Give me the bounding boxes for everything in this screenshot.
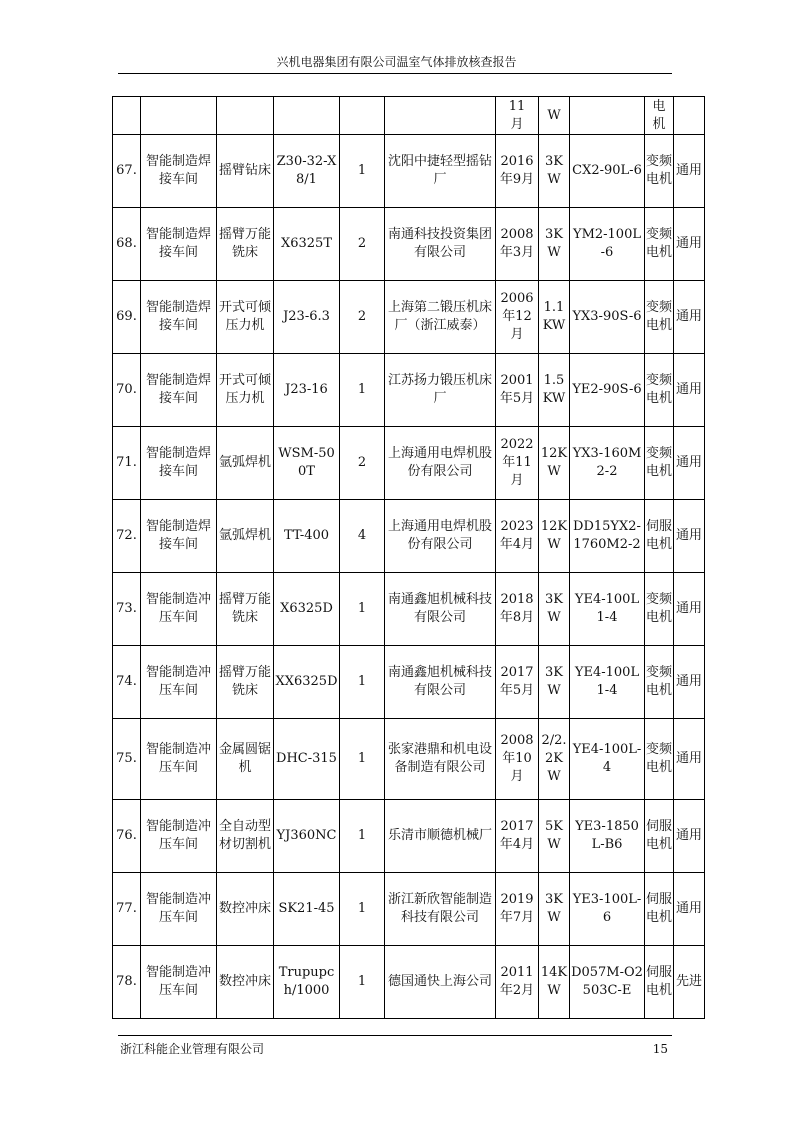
- cell-year: 2008年10月: [496, 719, 539, 800]
- cell-energy-level: 通用: [674, 800, 705, 873]
- cell-power: 12KW: [539, 500, 570, 573]
- cell-model: Trupupch/1000: [274, 946, 340, 1019]
- cell-model: YJ360NC: [274, 800, 340, 873]
- cell-model: J23-6.3: [274, 281, 340, 354]
- cell-quantity: 1: [340, 800, 385, 873]
- cell-energy-level: 通用: [674, 719, 705, 800]
- cell-manufacturer: 南通鑫旭机械科技有限公司: [385, 646, 496, 719]
- cell-manufacturer: 上海通用电焊机股份有限公司: [385, 427, 496, 500]
- cell-manufacturer: 上海通用电焊机股份有限公司: [385, 500, 496, 573]
- cell-motor-model: D057M-O2503C-E: [570, 946, 645, 1019]
- cell-year: 2023年4月: [496, 500, 539, 573]
- table-row: [113, 719, 705, 800]
- cell-number: 72.: [113, 500, 141, 573]
- cell-motor-model: YE3-100L-6: [570, 873, 645, 946]
- cell-motor-type: 电 机: [645, 97, 674, 135]
- cell-motor-model: YX3-160M2-2: [570, 427, 645, 500]
- table-row-partial: [113, 97, 705, 135]
- cell-equipment-name: 金属圆锯机: [217, 719, 274, 800]
- cell-model: WSM-500T: [274, 427, 340, 500]
- cell-year: 2019年7月: [496, 873, 539, 946]
- cell-manufacturer: 张家港鼎和机电设备制造有限公司: [385, 719, 496, 800]
- cell-motor-type: 变频电机: [645, 719, 674, 800]
- cell-equipment-name: 全自动型材切割机: [217, 800, 274, 873]
- header-rule: [118, 73, 672, 74]
- equipment-table: [112, 96, 705, 1019]
- cell-model: X6325T: [274, 208, 340, 281]
- cell-number: 73.: [113, 573, 141, 646]
- cell-model: XX6325D: [274, 646, 340, 719]
- cell-manufacturer: 南通科技投资集团有限公司: [385, 208, 496, 281]
- cell-department: 智能制造冲压车间: [141, 573, 217, 646]
- cell-manufacturer: 江苏扬力锻压机床厂: [385, 354, 496, 427]
- cell-quantity: 1: [340, 873, 385, 946]
- cell-model: Z30-32-X8/1: [274, 135, 340, 208]
- cell-department: 智能制造焊接车间: [141, 500, 217, 573]
- cell-model: X6325D: [274, 573, 340, 646]
- cell-energy-level: 通用: [674, 427, 705, 500]
- cell-manufacturer: 沈阳中捷轻型摇钻厂: [385, 135, 496, 208]
- cell-department: 智能制造冲压车间: [141, 873, 217, 946]
- cell-power: 14KW: [539, 946, 570, 1019]
- cell-energy-level: 通用: [674, 646, 705, 719]
- cell-power: 2/2.2KW: [539, 719, 570, 800]
- cell-power: 3KW: [539, 646, 570, 719]
- cell-motor-model: YE4-100L1-4: [570, 646, 645, 719]
- cell-department: 智能制造冲压车间: [141, 719, 217, 800]
- cell-empty: [274, 97, 340, 135]
- cell-motor-model: YE2-90S-6: [570, 354, 645, 427]
- cell-equipment-name: 开式可倾压力机: [217, 354, 274, 427]
- cell-motor-type: 变频电机: [645, 427, 674, 500]
- cell-energy-level: 通用: [674, 500, 705, 573]
- cell-manufacturer: 上海第二锻压机床厂（浙江威泰）: [385, 281, 496, 354]
- cell-quantity: 1: [340, 135, 385, 208]
- cell-motor-type: 变频电机: [645, 281, 674, 354]
- cell-manufacturer: 南通鑫旭机械科技有限公司: [385, 573, 496, 646]
- cell-power: 1.5KW: [539, 354, 570, 427]
- cell-quantity: 2: [340, 281, 385, 354]
- table-row: [113, 646, 705, 719]
- table-row: [113, 427, 705, 500]
- cell-equipment-name: 氩弧焊机: [217, 427, 274, 500]
- cell-model: TT-400: [274, 500, 340, 573]
- cell-year: 2011年2月: [496, 946, 539, 1019]
- cell-year: 2022年11月: [496, 427, 539, 500]
- cell-model: DHC-315: [274, 719, 340, 800]
- cell-motor-model: DD15YX2-1760M2-2: [570, 500, 645, 573]
- cell-year: 2017年4月: [496, 800, 539, 873]
- cell-year: 2001年5月: [496, 354, 539, 427]
- cell-motor-model: YE4-100L1-4: [570, 573, 645, 646]
- cell-motor-type: 伺服电机: [645, 946, 674, 1019]
- cell-energy-level: 通用: [674, 281, 705, 354]
- cell-number: 70.: [113, 354, 141, 427]
- cell-motor-type: 变频电机: [645, 646, 674, 719]
- cell-quantity: 4: [340, 500, 385, 573]
- cell-motor-model: YX3-90S-6: [570, 281, 645, 354]
- cell-motor-model: YM2-100L-6: [570, 208, 645, 281]
- cell-empty: [385, 97, 496, 135]
- cell-equipment-name: 数控冲床: [217, 946, 274, 1019]
- cell-number: 74.: [113, 646, 141, 719]
- cell-motor-type: 伺服电机: [645, 873, 674, 946]
- cell-manufacturer: 浙江新欣智能制造科技有限公司: [385, 873, 496, 946]
- cell-power: 3KW: [539, 208, 570, 281]
- cell-motor-model: YE4-100L-4: [570, 719, 645, 800]
- cell-number: 75.: [113, 719, 141, 800]
- cell-quantity: 2: [340, 427, 385, 500]
- cell-department: 智能制造焊接车间: [141, 135, 217, 208]
- cell-year: 2018年8月: [496, 573, 539, 646]
- cell-department: 智能制造焊接车间: [141, 208, 217, 281]
- table-row: [113, 500, 705, 573]
- cell-power: 3KW: [539, 573, 570, 646]
- cell-quantity: 2: [340, 208, 385, 281]
- cell-year: 2017年5月: [496, 646, 539, 719]
- cell-equipment-name: 摇臂万能铣床: [217, 208, 274, 281]
- cell-year: [496, 97, 539, 135]
- cell-year: 2016年9月: [496, 135, 539, 208]
- cell-motor-type: 变频电机: [645, 354, 674, 427]
- cell-number: 76.: [113, 800, 141, 873]
- cell-department: 智能制造焊接车间: [141, 427, 217, 500]
- partial-year: 11 月: [508, 98, 526, 132]
- cell-energy-level: 通用: [674, 208, 705, 281]
- cell-empty: [340, 97, 385, 135]
- cell-motor-type: 变频电机: [645, 208, 674, 281]
- table-row: [113, 573, 705, 646]
- table-row: [113, 946, 705, 1019]
- cell-equipment-name: 开式可倾压力机: [217, 281, 274, 354]
- cell-motor-model: YE3-1850L-B6: [570, 800, 645, 873]
- cell-motor-type: 变频电机: [645, 573, 674, 646]
- cell-department: 智能制造冲压车间: [141, 946, 217, 1019]
- table-row: [113, 873, 705, 946]
- cell-number: 71.: [113, 427, 141, 500]
- table-row: [113, 354, 705, 427]
- cell-equipment-name: 氩弧焊机: [217, 500, 274, 573]
- cell-equipment-name: 摇臂钻床: [217, 135, 274, 208]
- cell-power: 12KW: [539, 427, 570, 500]
- cell-number: 67.: [113, 135, 141, 208]
- cell-energy-level: 通用: [674, 873, 705, 946]
- footer-company: 浙江科能企业管理有限公司: [120, 1042, 265, 1056]
- cell-power: 3KW: [539, 873, 570, 946]
- cell-equipment-name: 摇臂万能铣床: [217, 646, 274, 719]
- cell-empty: [141, 97, 217, 135]
- cell-number: 77.: [113, 873, 141, 946]
- cell-motor-type: 伺服电机: [645, 500, 674, 573]
- cell-power: 1.1KW: [539, 281, 570, 354]
- table-row: [113, 135, 705, 208]
- table-row: [113, 208, 705, 281]
- cell-power: W: [539, 97, 570, 135]
- cell-department: 智能制造焊接车间: [141, 354, 217, 427]
- cell-empty: [217, 97, 274, 135]
- header-title: 兴机电器集团有限公司温室气体排放核查报告: [276, 55, 517, 69]
- cell-motor-model: CX2-90L-6: [570, 135, 645, 208]
- cell-department: 智能制造冲压车间: [141, 800, 217, 873]
- cell-energy-level: 通用: [674, 354, 705, 427]
- table-row: [113, 800, 705, 873]
- cell-empty: [570, 97, 645, 135]
- cell-number: 78.: [113, 946, 141, 1019]
- cell-equipment-name: 摇臂万能铣床: [217, 573, 274, 646]
- cell-energy-level: 通用: [674, 573, 705, 646]
- cell-manufacturer: 乐清市顺德机械厂: [385, 800, 496, 873]
- cell-empty: [113, 97, 141, 135]
- cell-number: 69.: [113, 281, 141, 354]
- cell-energy-level: 通用: [674, 135, 705, 208]
- cell-quantity: 1: [340, 719, 385, 800]
- cell-quantity: 1: [340, 354, 385, 427]
- cell-year: 2006年12月: [496, 281, 539, 354]
- cell-energy-level: 先进: [674, 946, 705, 1019]
- cell-model: SK21-45: [274, 873, 340, 946]
- cell-manufacturer: 德国通快上海公司: [385, 946, 496, 1019]
- cell-power: 3KW: [539, 135, 570, 208]
- footer-rule: [118, 1035, 672, 1036]
- cell-model: J23-16: [274, 354, 340, 427]
- cell-department: 智能制造冲压车间: [141, 646, 217, 719]
- cell-quantity: 1: [340, 573, 385, 646]
- cell-department: 智能制造焊接车间: [141, 281, 217, 354]
- cell-empty: [674, 97, 705, 135]
- cell-quantity: 1: [340, 646, 385, 719]
- cell-equipment-name: 数控冲床: [217, 873, 274, 946]
- page-number: 15: [652, 1042, 668, 1056]
- cell-motor-type: 变频电机: [645, 135, 674, 208]
- cell-number: 68.: [113, 208, 141, 281]
- cell-motor-type: 伺服电机: [645, 800, 674, 873]
- cell-power: 5KW: [539, 800, 570, 873]
- cell-quantity: 1: [340, 946, 385, 1019]
- table-row: [113, 281, 705, 354]
- cell-year: 2008年3月: [496, 208, 539, 281]
